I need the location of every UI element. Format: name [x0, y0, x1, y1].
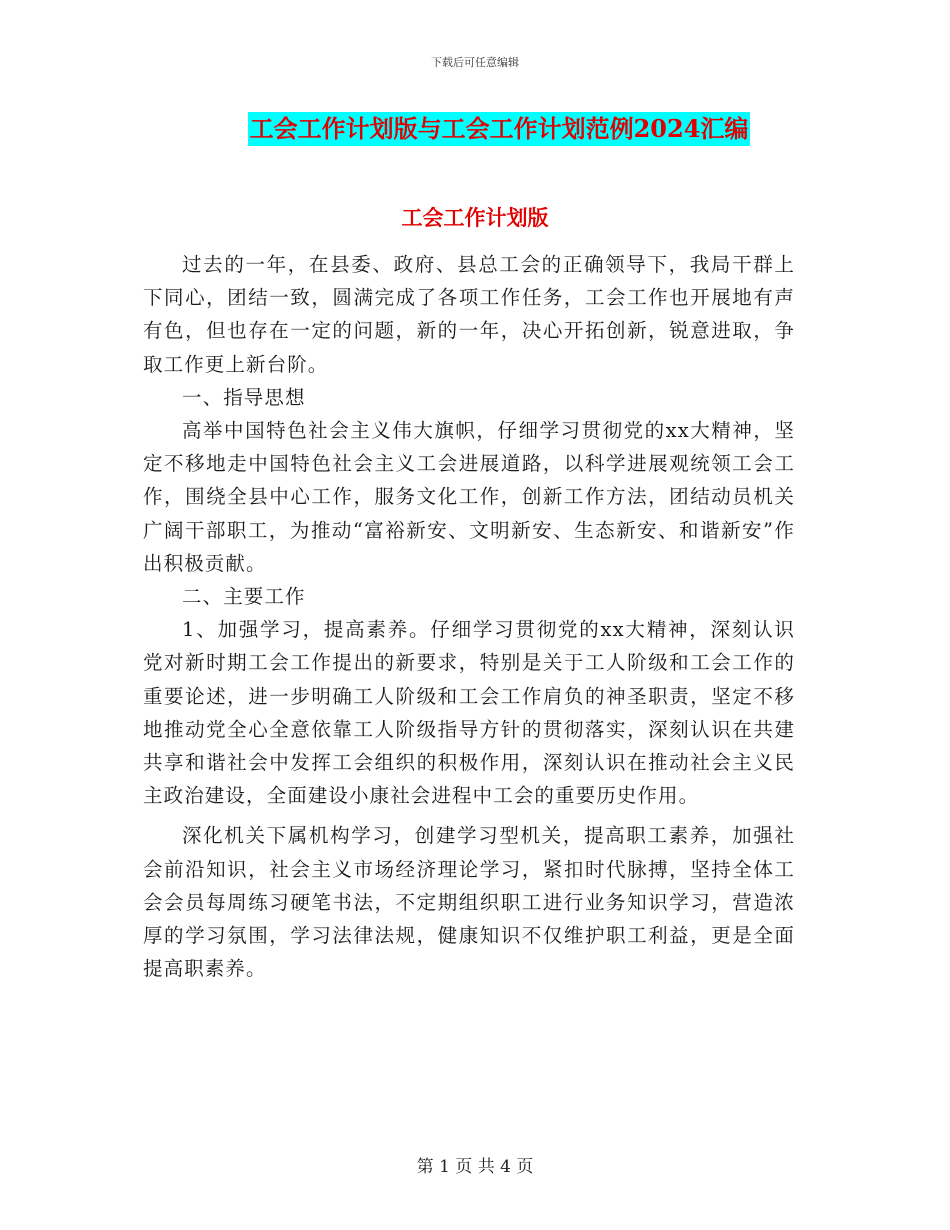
paragraph-guiding-ideology: 高举中国特色社会主义伟大旗帜，仔细学习贯彻党的xx大精神，坚定不移地走中国特色社会主义工会进展道路，以科学进展观统领工会工作，围绕全县中心工作，服务文化工作，创新工作方法，团结动员机关广阔干部职工，为推动“富裕新安、文明新安、生态新安、和谐新安”作出积极贡献。 — [143, 419, 795, 575]
section-title: 工会工作计划版 — [401, 205, 549, 230]
body-text — [143, 248, 795, 985]
header-note: 下载后可任意编辑 — [431, 56, 519, 69]
paragraph-learning-organization: 深化机关下属机构学习，创建学习型机关，提高职工素养，加强社会前沿知识，社会主义市场经济理论学习，紧扣时代脉搏，坚持全体工会会员每周练习硬笔书法，不定期组织职工进行业务知识学习，营造浓厚的学习氛围，学习法律法规，健康知识不仅维护职工利益，更是全面提高职素养。 — [143, 824, 795, 981]
paragraph-study: 1、加强学习，提高素养。仔细学习贯彻党的xx大精神，深刻认识党对新时期工会工作提出的新要求，特别是关于工人阶级和工会工作的重要论述，进一步明确工人阶级和工会工作肩负的神圣职责，坚定不移地推动党全心全意依靠工人阶级指导方针的贯彻落实，深刻认识在共建共享和谐社会中发挥工会组织的积极作用，深刻认识在推动社会主义民主政治建设，全面建设小康社会进程中工会的重要历史作用。 — [143, 618, 795, 808]
heading-guiding-ideology: 一、指导思想 — [182, 385, 306, 409]
document-title — [0, 112, 950, 146]
paragraph-intro: 过去的一年，在县委、政府、县总工会的正确领导下，我局干群上下同心，团结一致，圆满完成了各项工作任务，工会工作也开展地有声有色，但也存在一定的问题，新的一年，决心开拓创新，锐意进取，争取工作更上新台阶。 — [143, 253, 795, 376]
page-footer: 第 1 页 共 4 页 — [416, 1157, 534, 1177]
heading-main-work: 二、主要工作 — [182, 585, 306, 609]
document-title-text: 工会工作计划版与工会工作计划范例2024汇编 — [248, 112, 751, 146]
